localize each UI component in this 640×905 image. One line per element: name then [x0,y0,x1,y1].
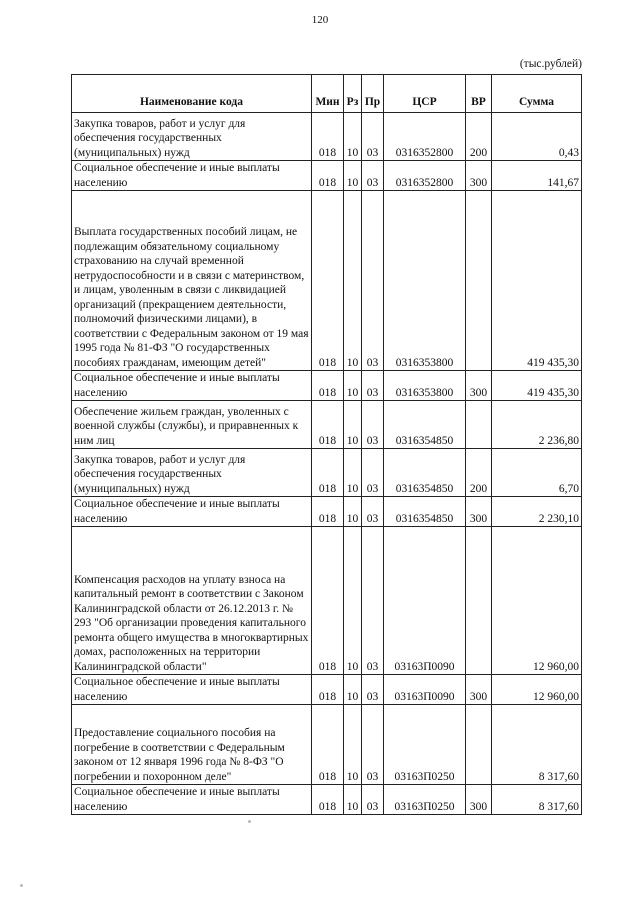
cell-name: Закупка товаров, работ и услуг для обеспечения государственных (муниципальных) нужд [72,113,312,161]
table-body [72,113,582,815]
scan-speck [248,820,251,823]
budget-table [71,74,582,815]
cell-rz: 10 [344,113,362,161]
cell-name: Социальное обеспечение и иные выплаты населению [72,675,312,705]
cell-pr: 03 [362,191,384,371]
cell-sum: 12 960,00 [492,527,582,675]
cell-name: Закупка товаров, работ и услуг для обеспечения государственных (муниципальных) нужд [72,449,312,497]
cell-sum: 419 435,30 [492,191,582,371]
cell-csr: 0316353800 [384,191,466,371]
header-name: Наименование кода [72,75,312,113]
cell-min: 018 [312,449,344,497]
cell-pr: 03 [362,675,384,705]
cell-vr [466,527,492,675]
cell-vr: 300 [466,497,492,527]
cell-name: Обеспечение жильем граждан, уволенных с военной службы (службы), и приравненных к ним лиц [72,401,312,449]
cell-min: 018 [312,161,344,191]
cell-sum: 2 236,80 [492,401,582,449]
header-vr: ВР [466,75,492,113]
header-csr: ЦСР [384,75,466,113]
cell-name: Социальное обеспечение и иные выплаты населению [72,497,312,527]
cell-rz: 10 [344,675,362,705]
cell-vr [466,705,492,785]
cell-vr [466,401,492,449]
cell-min: 018 [312,527,344,675]
table-row [72,401,582,449]
cell-min: 018 [312,401,344,449]
cell-rz: 10 [344,191,362,371]
cell-csr: 03163П0250 [384,785,466,815]
cell-csr: 0316353800 [384,371,466,401]
cell-name: Выплата государственных пособий лицам, не подлежащим обязательному социальному страхованию на случай временной нетрудоспособности и в связи с материнством, и лицам, уволенным в связи с ликвидацией организаций (прекращением деятельности, полномочий физическими лицами), в соответствии с Федеральным законом от 19 мая 1995 года № 81-ФЗ "О государственных пособиях гражданам, имеющим детей" [72,191,312,371]
cell-csr: 0316352800 [384,161,466,191]
cell-pr: 03 [362,527,384,675]
cell-pr: 03 [362,449,384,497]
header-rz: Рз [344,75,362,113]
table-row [72,705,582,785]
cell-csr: 0316354850 [384,401,466,449]
cell-rz: 10 [344,371,362,401]
cell-pr: 03 [362,371,384,401]
table-row [72,191,582,371]
table-row [72,371,582,401]
cell-pr: 03 [362,401,384,449]
cell-csr: 03163П0250 [384,705,466,785]
header-pr: Пр [362,75,384,113]
cell-min: 018 [312,497,344,527]
cell-rz: 10 [344,705,362,785]
cell-vr [466,191,492,371]
cell-rz: 10 [344,785,362,815]
cell-sum: 12 960,00 [492,675,582,705]
cell-name: Социальное обеспечение и иные выплаты населению [72,371,312,401]
cell-sum: 419 435,30 [492,371,582,401]
table-row [72,785,582,815]
cell-min: 018 [312,191,344,371]
table-row [72,449,582,497]
cell-name: Компенсация расходов на уплату взноса на капитальный ремонт в соответствии с Законом Калининградской области от 26.12.2013 г. № 293 "Об организации проведения капитального ремонта общего имущества в многоквартирных домах, расположенных на территории Калининградской области" [72,527,312,675]
table-row [72,161,582,191]
cell-csr: 0316354850 [384,497,466,527]
cell-csr: 0316352800 [384,113,466,161]
cell-sum: 0,43 [492,113,582,161]
units-label: (тыс.рублей) [519,58,582,70]
cell-rz: 10 [344,497,362,527]
cell-pr: 03 [362,161,384,191]
cell-sum: 8 317,60 [492,785,582,815]
cell-vr: 200 [466,113,492,161]
cell-name: Социальное обеспечение и иные выплаты населению [72,785,312,815]
cell-vr: 300 [466,675,492,705]
cell-rz: 10 [344,449,362,497]
cell-sum: 2 230,10 [492,497,582,527]
cell-vr: 300 [466,371,492,401]
cell-csr: 03163П0090 [384,527,466,675]
scan-speck [20,884,23,887]
cell-name: Социальное обеспечение и иные выплаты населению [72,161,312,191]
cell-pr: 03 [362,497,384,527]
cell-min: 018 [312,675,344,705]
header-sum: Сумма [492,75,582,113]
page-number: 120 [311,14,329,26]
cell-sum: 141,67 [492,161,582,191]
cell-pr: 03 [362,705,384,785]
cell-min: 018 [312,785,344,815]
cell-vr: 300 [466,785,492,815]
table-row [72,113,582,161]
cell-vr: 300 [466,161,492,191]
cell-min: 018 [312,113,344,161]
cell-rz: 10 [344,161,362,191]
table-row [72,497,582,527]
cell-min: 018 [312,371,344,401]
cell-csr: 03163П0090 [384,675,466,705]
cell-sum: 6,70 [492,449,582,497]
cell-csr: 0316354850 [384,449,466,497]
table-row [72,527,582,675]
table-row [72,675,582,705]
cell-pr: 03 [362,113,384,161]
header-min: Мин [312,75,344,113]
cell-min: 018 [312,705,344,785]
cell-vr: 200 [466,449,492,497]
cell-sum: 8 317,60 [492,705,582,785]
cell-pr: 03 [362,785,384,815]
cell-name: Предоставление социального пособия на погребение в соответствии с Федеральным законом от 12 января 1996 года № 8-ФЗ "О погребении и похоронном деле" [72,705,312,785]
table-header-row [72,75,582,113]
cell-rz: 10 [344,527,362,675]
cell-rz: 10 [344,401,362,449]
